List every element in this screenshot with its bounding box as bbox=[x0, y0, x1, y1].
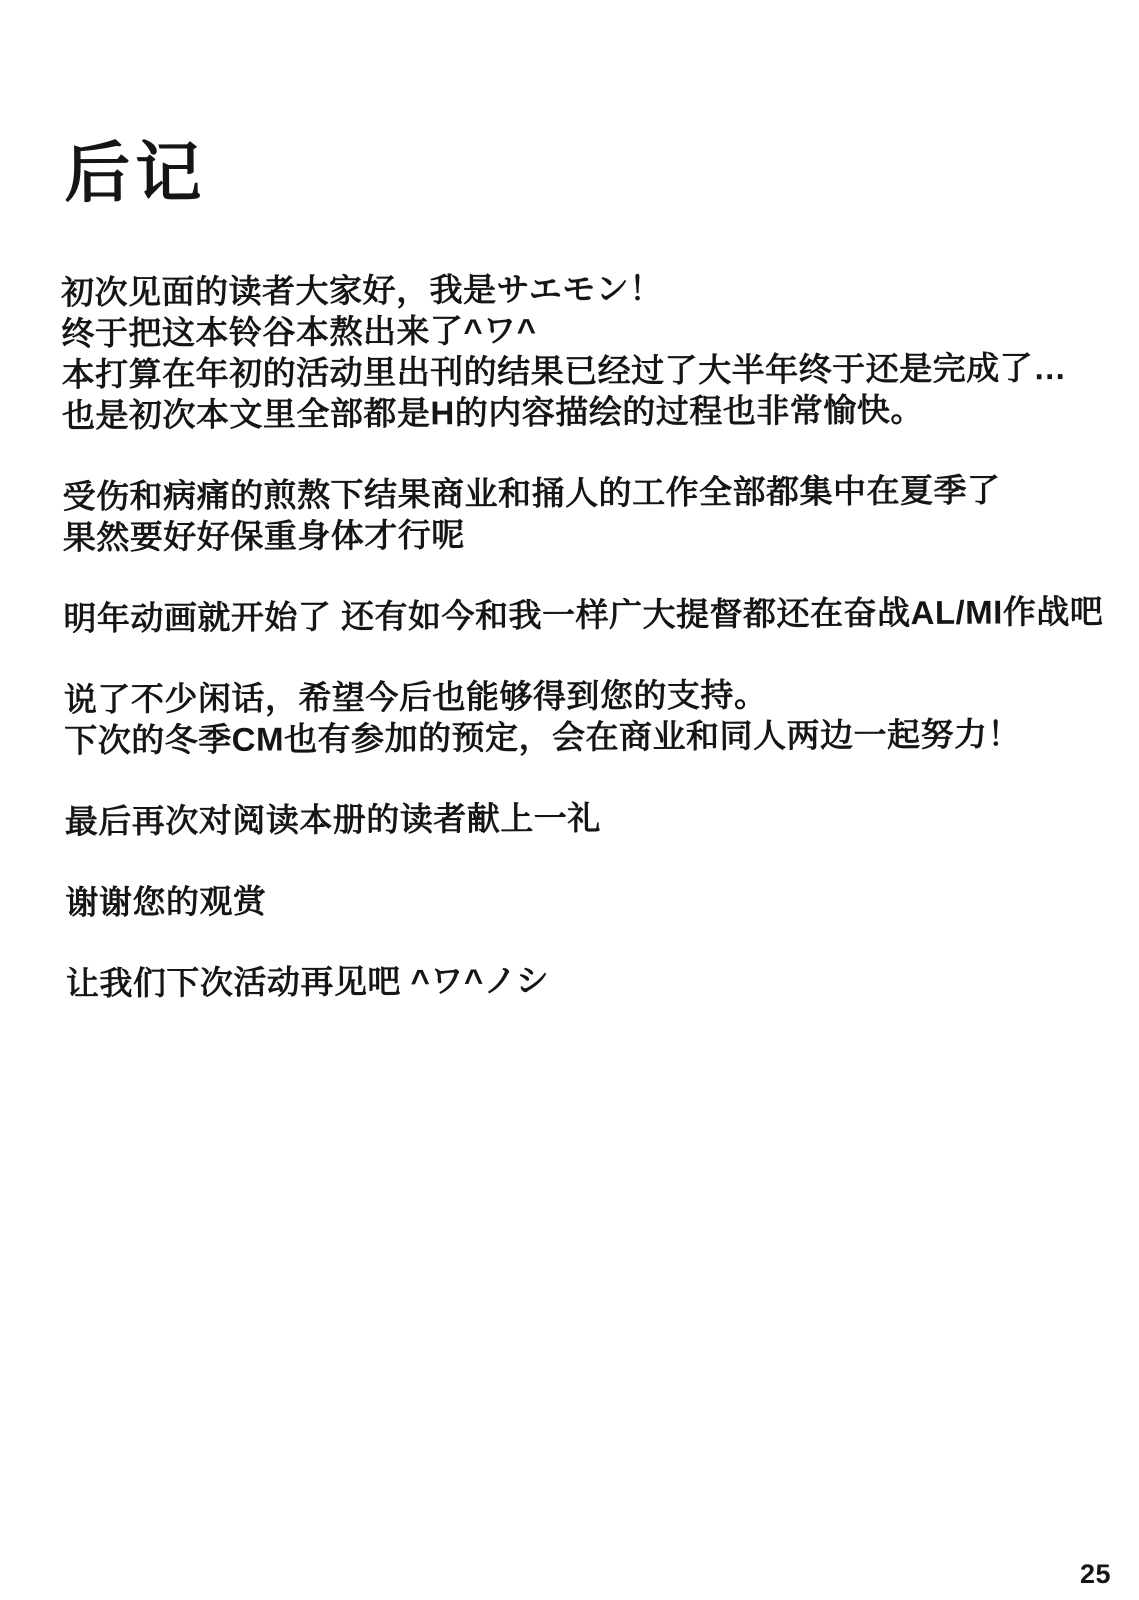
paragraph-intro bbox=[61, 265, 1107, 436]
text-line: 最后再次对阅读本册的读者献上一礼 bbox=[64, 799, 601, 840]
text-line: 谢谢您的观赏 bbox=[65, 882, 267, 921]
paragraph-health bbox=[62, 469, 1108, 558]
page-number: 25 bbox=[1079, 1559, 1111, 1589]
paragraph-farewell bbox=[66, 956, 1111, 1004]
text-line: 果然要好好保重身体才行呢 bbox=[62, 516, 465, 556]
text-line: 也是初次本文里全部都是H的内容描绘的过程也非常愉快。 bbox=[61, 390, 924, 434]
paragraph-anime bbox=[63, 591, 1108, 639]
paragraph-thanks bbox=[65, 875, 1110, 923]
paragraph-support bbox=[64, 672, 1110, 761]
page-title: 后记 bbox=[64, 134, 207, 210]
text-line: 下次的冬季CM也有参加的预定，会在商业和同人两边一起努力！ bbox=[64, 715, 1022, 759]
paragraph-bow bbox=[65, 794, 1110, 842]
afterword-body bbox=[61, 265, 1111, 1004]
text-line: 说了不少闲话，希望今后也能够得到您的支持。 bbox=[63, 676, 768, 718]
page-content bbox=[60, 127, 1111, 1044]
text-line: 明年动画就开始了 还有如今和我一样广大提督都还在奋战AL/MI作战吧 bbox=[63, 592, 1104, 637]
text-line: 受伤和病痛的煎熬下结果商业和捅人的工作全部都集中在夏季了 bbox=[62, 471, 1001, 515]
text-line: 终于把这本铃谷本熬出来了^ワ^ bbox=[61, 311, 537, 352]
text-line: 本打算在年初的活动里出刊的结果已经过了大半年终于还是完成了… bbox=[61, 348, 1067, 393]
text-line: 初次见面的读者大家好，我是サエモン！ bbox=[60, 269, 663, 311]
text-line: 让我们下次活动再见吧 ^ワ^ノシ bbox=[65, 961, 550, 1002]
